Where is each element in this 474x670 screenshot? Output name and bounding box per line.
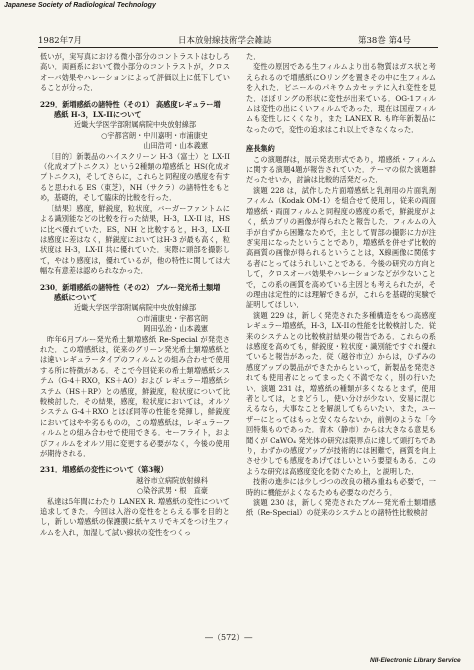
footer-credit: NII-Electronic Library Service xyxy=(370,657,461,664)
authors: 岡田弘治・山本義憲 xyxy=(143,324,208,334)
paragraph: 低いが，実写真における微小部分のコントラストはむしろ高い．両画系において微小部分のコントラストが，クロスオーバ効果やハレーションによって評価以上に低下していることが分った． xyxy=(40,52,230,93)
authors: ○染谷武男・根 直豪 xyxy=(137,486,208,496)
paragraph-gap xyxy=(246,135,436,141)
paragraph: 技術の進歩には少しづつの改良の積み重ねも必要で，一時的に機能がよくなるためも必要なのだろう． xyxy=(246,477,436,497)
abstract-title: 231．増感紙の変性について（第3報） xyxy=(40,465,168,475)
abstract-title: 感紙 H-3，LX-IIについて xyxy=(54,110,142,120)
paragraph: 演題 229 は，新しく発売された多種構造をもつ高感度レギュラー増感紙，H-3，LX-IIの性能を比較検討した．従来のシステムとの比較検討結果の報告である．これらの系は感度を高めても，鮮鋭度・粒状度・識別能ですぐれ優れていると報告があった．従（越谷市立）からは，ひずみの感度アップの製品ができたからといって，新製品を発売されても使用者にとってまったく不満でなく，別の行いたい．演題 231 は，増感紙の種類が多くなるとまず，使用者としては，とまどうし，使い分けが少ない．安易に混じえるなら，大事なことを解説してもらいたい．また，ユーザーにとってはもっと安くならないか，前例のような「今回特集ものであった．青木（静市）からは大きなる意見も聞くが CaWO₄ 発光体の研究は限界点に達して頭打ちであり，わずかの感度アップが技術的には困難で，画質を向上させ少しでも感度をあげてほしいという要望もある．このような研究は高感度変化を防ぐため上，と説明した． xyxy=(246,310,436,476)
paragraph: た． xyxy=(246,52,261,61)
society-name: Japanese Society of Radiological Technology xyxy=(4,2,156,9)
abstract-title: 229．新増感紙の諸特性（その1） 高感度レギュラー増 xyxy=(40,99,221,109)
affiliation: 近畿大学医学部附属病院中央放射線部 xyxy=(73,120,197,130)
paragraph: 〔結果〕感度，鮮鋭度，粒状度，バーガーファントムによる識別能などの比較を行った結果，H-3，LX-II は，HS に比べ優れていた．ES，NH と比較すると，H-3，LX-II は感度に差はなく，鮮鋭度においてはH-3 が最も高く，粒状度は H-3，LX-II 共に優れていた．実際に頭部を撮影して，やはり感度は，優れているが，他の特性に関しては大幅な有意差は認められなかった． xyxy=(40,203,230,276)
paragraph: この演題群は，展示発表形式であり，増感紙・フィルムに関する演題4題が報告されていた．テーマの似た演題群だったせいか，討論は比較的活発だった． xyxy=(246,154,436,185)
page-number: ―（572）― xyxy=(205,633,253,642)
authors: ○市浦康史・宇都宮朗 xyxy=(137,313,208,323)
header-rule xyxy=(38,47,438,48)
paragraph: 私達は5年間にわたり LANEX R. 増感紙の変性について追求してきた．今回は入浴の変性をとらえる事を目的とし，新しい増感紙の保護膜に紙ヤスリでキズをつけ生フィルムを入れ，加湿して試い線状の変性をつくっ xyxy=(40,496,230,537)
paragraph: 演題 228 は，試作した片面増感紙と乳剤用の片面乳剤フィルム（Kodak OM-1）を組合せて使用し，従来の両面増感紙・両面フィルムと同程度の感度の系で，鮮鋭度がよく，紙カブリの画像が得られたと報告した．フィルムの入手が自ずから困難なためで，主として胃部の撮影に力が注ぎ実用になったということであり，増感紙を併せず比較的高画質の画像が得られるということは，X線画像に関係する者にとってはうれしいことである．今後の研究の方向として，クロスオーバ効果やハレーションなどが少ないことで，この系の画質を高めている主因とも考えられたが，その理由は定性的には理解できるが，これらを基礎的実験で証明してほしい． xyxy=(246,185,436,310)
journal-title: 日本放射線技術学会雑誌 xyxy=(178,36,272,46)
authors: ○宇都宮朗・中川嘉明・市浦康史 xyxy=(101,130,208,140)
abstract-title: 感紙について xyxy=(54,292,97,302)
paragraph: 昨年6月ブルー発光希土類増感紙 Re-Special が発売された．この増感紙は，従来のグリーン発光希土類増感紙とは違いレギュラータイプのフィルムとの組み合わせで使用する所に特徴がある．そこで今回従来の希土類増感紙システム（G-4＋RXO，KS＋AO）および レギュラー増感紙システム（HS＋RP）との感度，鮮鋭度，粒状度について比較検討した．その結果，感度，粒状度においては，オルソシステム G-4＋RXO とほぼ同等の性能を発揮し，鮮鋭度においてはやや劣るものの，この増感紙は，レギュラーフィルムとの組み合わせで使用できる．セーフライト，およびフィルムをオルソ用に変更する必要がなく，今後の使用が期待される． xyxy=(40,334,230,459)
volume-issue: 第38巻 第4号 xyxy=(358,36,411,46)
abstract-title: 230．新増感紙の諸特性（その2） ブルー発光希土類増 xyxy=(40,282,221,292)
section-heading: 座長集約 xyxy=(246,144,275,154)
paragraph: 〔目的〕新製品のハイスクリーン H-3（富士）と LX-II（化成オプトニクス）という2種類の増感紙と HS(化成オプトニクス)，そしてさらに，これらと同程度の感度を有すると思われる ES（東芝），NH（サクラ）の諸特性をもとめ，基礎的，そして臨床的比較を行った． xyxy=(40,151,230,203)
affiliation: 近畿大学医学部附属病院中央放射線部 xyxy=(73,303,197,313)
paragraph: 演題 230 は，新しく発売されたブルー発光希土類増感紙（Re-Special）の従来のシステムとの諸特性比較検討 xyxy=(246,498,436,518)
authors: 越谷市立病院放射線科 xyxy=(136,475,208,485)
authors: 山田浩司・山本義憲 xyxy=(143,141,208,151)
paragraph: 変性の原因である生フィルムより出る物質はガス状と考えられるので増感紙にOリングを置きその中に生フィルムを入れた．ビニールのパキウムカセッテに入れ変性を見た．ほぼリングの形状に変性が出来ている．OG-1フィルムは変性の出にくいフィルムであった．現在は国産フィルムも変性しにくくなり，また LANEX R. も昨年新製品になったので，変性の追求はこれ以上できなくなった． xyxy=(246,62,436,134)
issue-date: 1982年7月 xyxy=(38,36,83,46)
left-column xyxy=(40,52,230,612)
right-column xyxy=(246,52,436,612)
